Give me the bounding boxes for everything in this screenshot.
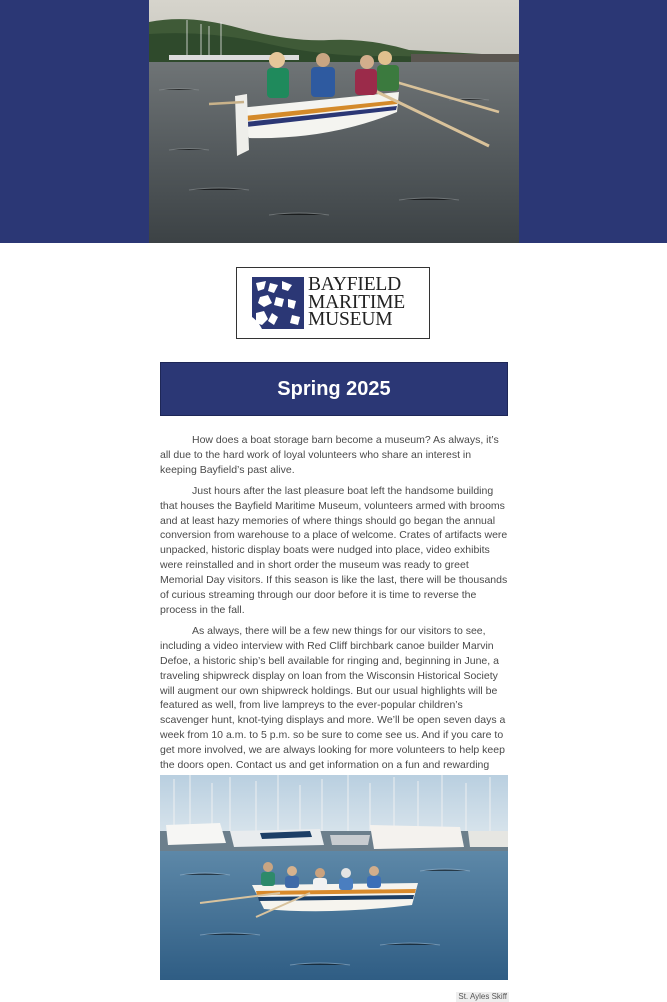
article-body	[160, 433, 508, 794]
article-paragraph-3: As always, there will be a few new things for our visitors to see, including a video interview with Red Cliff birchbark canoe builder Marvin Defoe, a historic ship’s bell available for ringing and, beginning in June, a traveling shipwreck display on loan from the Wisconsin Historical Society will augment our own shipwreck holdings. But our usual highlights will be featured as well, from live lampreys to the ever-popular children’s scavenger hunt, knot-tying displays and more. We’ll be open seven days a week from 10 a.m. to 5 p.m. so be sure to come see us. And if you care to get more involved, we are always looking for more volunteers to help keep the doors open. Contact us and get information on a fun and rewarding	[160, 624, 506, 772]
logo-wordmark	[308, 276, 428, 329]
logo-line-2: MARITIME	[308, 291, 405, 313]
hero-banner	[0, 0, 667, 243]
museum-logo[interactable]	[236, 267, 430, 339]
harbor-skiff-photo	[160, 775, 508, 980]
photo-caption: St. Ayles Skiff	[458, 992, 507, 1001]
article-paragraph-1: How does a boat storage barn become a museum? As always, it’s all due to the hard work of loyal volunteers who share an interest in keeping Bayfield’s past alive.	[160, 434, 499, 476]
islands-map-icon	[252, 277, 304, 329]
logo-line-3: MUSEUM	[308, 309, 393, 330]
hero-photo	[149, 0, 519, 243]
logo-line-1: BAYFIELD	[308, 274, 402, 295]
issue-title: Spring 2025	[277, 377, 391, 400]
issue-title-banner	[160, 362, 508, 416]
article-paragraph-2: Just hours after the last pleasure boat left the handsome building that houses the Bayfield Maritime Museum, volunteers armed with brooms and at least hazy memories of where things should go began the annual conversion from warehouse to a place of welcome. Crates of artifacts were unpacked, historic display boats were nudged into place, video exhibits were reinstalled and in short order the museum was ready to greet Memorial Day visitors. If this season is like the last, there will be thousands of curious streaming through our door before it is time to reverse the process in the fall.	[160, 484, 508, 616]
